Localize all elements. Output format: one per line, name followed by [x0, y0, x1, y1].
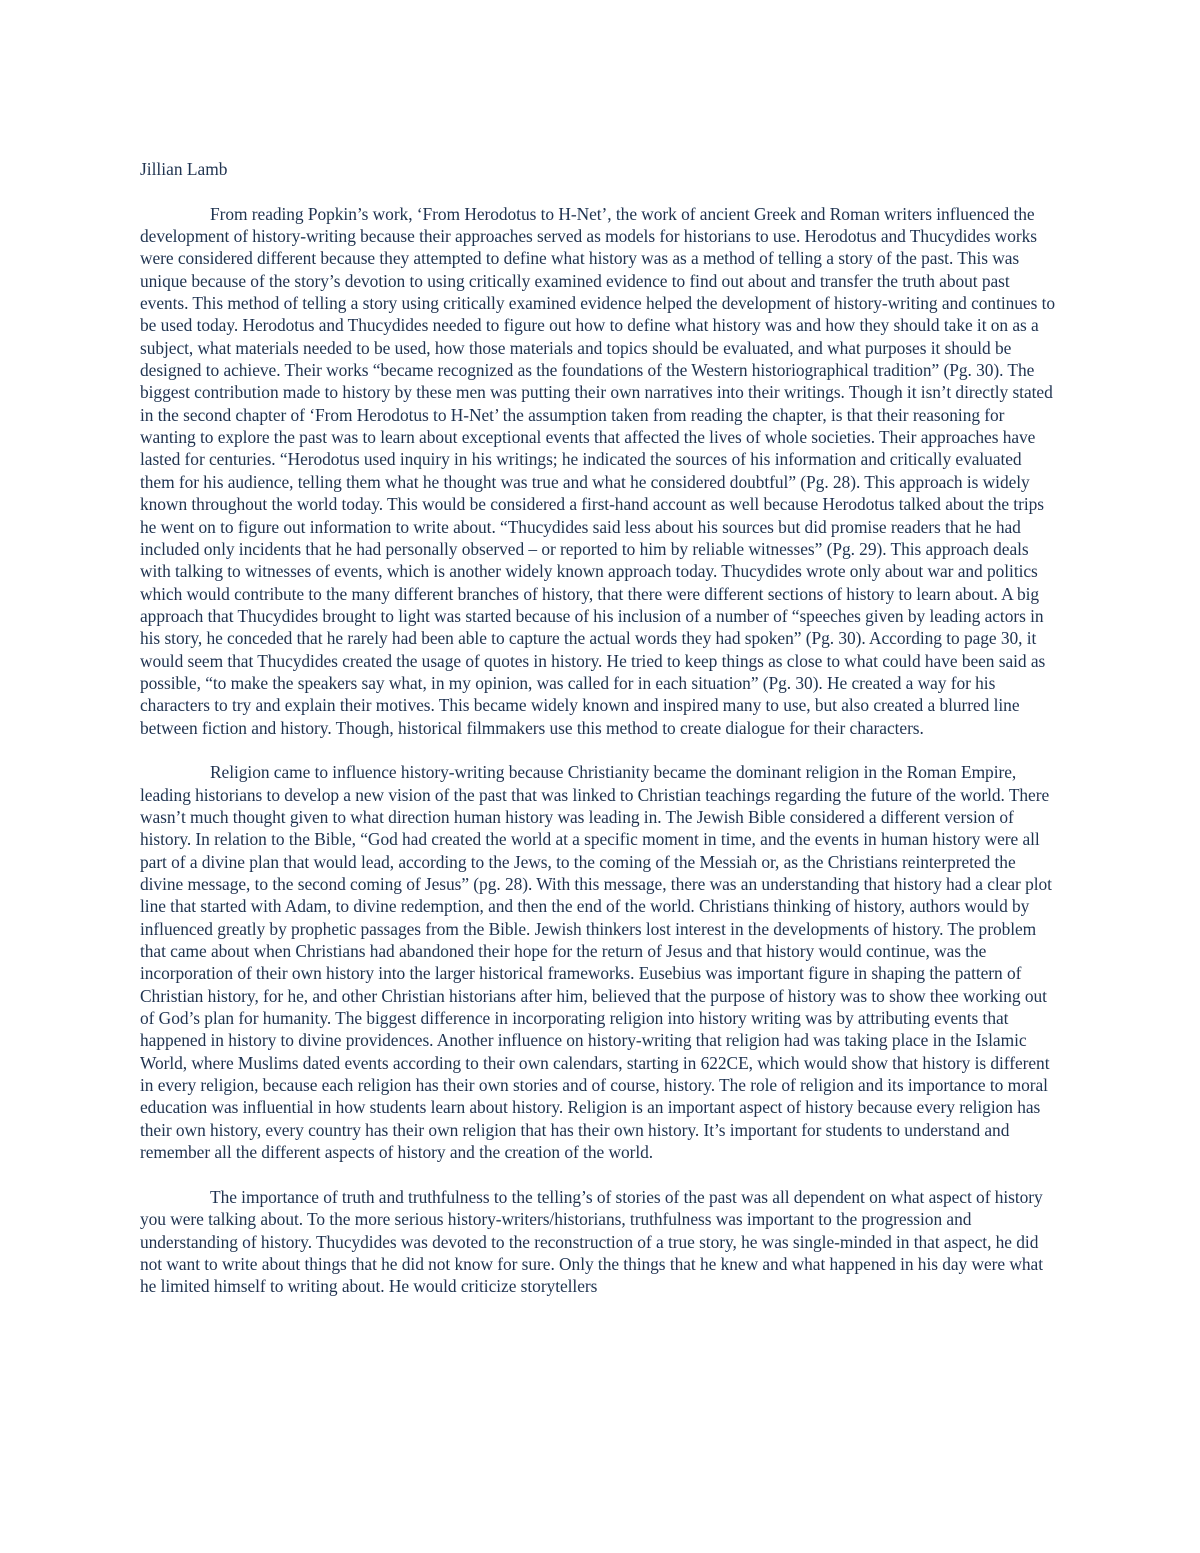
paragraph-religion: Religion came to influence history-writing because Christianity became the dominant religion in the Roman Empire, leading historians to develop a new vision of the past that was linked to Christian teachings regarding the future of the world. There wasn’t much thought given to what direction human history was leading in. The Jewish Bible considered a different version of history. In relation to the Bible, “God had created the world at a specific moment in time, and the events in human history were all part of a divine plan that would lead, according to the Jews, to the coming of the Messiah or, as the Christians reinterpreted the divine message, to the second coming of Jesus” (pg. 28). With this message, there was an understanding that history had a clear plot line that started with Adam, to divine redemption, and then the end of the world. Christians thinking of history, authors would by influenced greatly by prophetic passages from the Bible. Jewish thinkers lost interest in the developments of history. The problem that came about when Christians had abandoned their hope for the return of Jesus and that history would continue, was the incorporation of their own history into the larger historical frameworks. Eusebius was important figure in shaping the pattern of Christian history, for he, and other Christian historians after him, believed that the purpose of history was to show thee working out of God’s plan for humanity. The biggest difference in incorporating religion into history writing was by attributing events that happened in history to divine providences. Another influence on history-writing that religion had was taking place in the Islamic World, where Muslims dated events according to their own calendars, starting in 622CE, which would show that history is different in every religion, because each religion has their own stories and of course, history. The role of religion and its importance to moral education was influential in how students learn about history. Religion is an important aspect of history because every religion has their own history, every country has their own religion that has their own history. It’s important for students to understand and remember all the different aspects of history and the creation of the world. [140, 762, 1052, 1163]
paragraph-truthfulness: The importance of truth and truthfulness to the telling’s of stories of the past was all dependent on what aspect of history you were talking about. To the more serious history-writers/historians, truthfulness was important to the progression and understanding of history. Thucydides was devoted to the reconstruction of a true story, he was single-minded in that aspect, he did not want to write about things that he did not know for sure. Only the things that he knew and what happened in his day were what he limited himself to writing about. He would criticize storytellers [140, 1186, 1043, 1297]
document-page [140, 158, 1060, 1298]
author-name: Jillian Lamb [140, 159, 228, 179]
paragraph-ancient-writers: From reading Popkin’s work, ‘From Herodotus to H-Net’, the work of ancient Greek and Roman writers influenced the development of history-writing because their approaches served as models for historians to use. Herodotus and Thucydides works were considered different because they attempted to define what history was as a method of telling a story of the past. This was unique because of the story’s devotion to using critically examined evidence to find out about and transfer the truth about past events. This method of telling a story using critically examined evidence helped the development of history-writing and continues to be used today. Herodotus and Thucydides needed to figure out how to define what history was and how they should take it on as a subject, what materials needed to be used, how those materials and topics should be evaluated, and what purposes it should be designed to achieve. Their works “became recognized as the foundations of the Western historiographical tradition” (Pg. 30). The biggest contribution made to history by these men was putting their own narratives into their writings. Though it isn’t directly stated in the second chapter of ‘From Herodotus to H-Net’ the assumption taken from reading the chapter, is that their reasoning for wanting to explore the past was to learn about exceptional events that affected the lives of whole societies. Their approaches have lasted for centuries. “Herodotus used inquiry in his writings; he indicated the sources of his information and critically evaluated them for his audience, telling them what he thought was true and what he considered doubtful” (Pg. 28). This approach is widely known throughout the world today. This would be considered a first-hand account as well because Herodotus talked about the trips he went on to figure out information to write about. “Thucydides said less about his sources but did promise readers that he had included only incidents that he had personally observed – or reported to him by reliable witnesses” (Pg. 29). This approach deals with talking to witnesses of events, which is another widely known approach today. Thucydides wrote only about war and politics which would contribute to the many different branches of history, that there were different sections of history to learn about. A big approach that Thucydides brought to light was started because of his inclusion of a number of “speeches given by leading actors in his story, he conceded that he rarely had been able to capture the actual words they had spoken” (Pg. 30). According to page 30, it would seem that Thucydides created the usage of quotes in history. He tried to keep things as close to what could have been said as possible, “to make the speakers say what, in my opinion, was called for in each situation” (Pg. 30). He created a way for his characters to try and explain their motives. This became widely known and inspired many to use, but also created a blurred line between fiction and history. Though, historical filmmakers use this method to create dialogue for their characters. [140, 203, 1056, 738]
